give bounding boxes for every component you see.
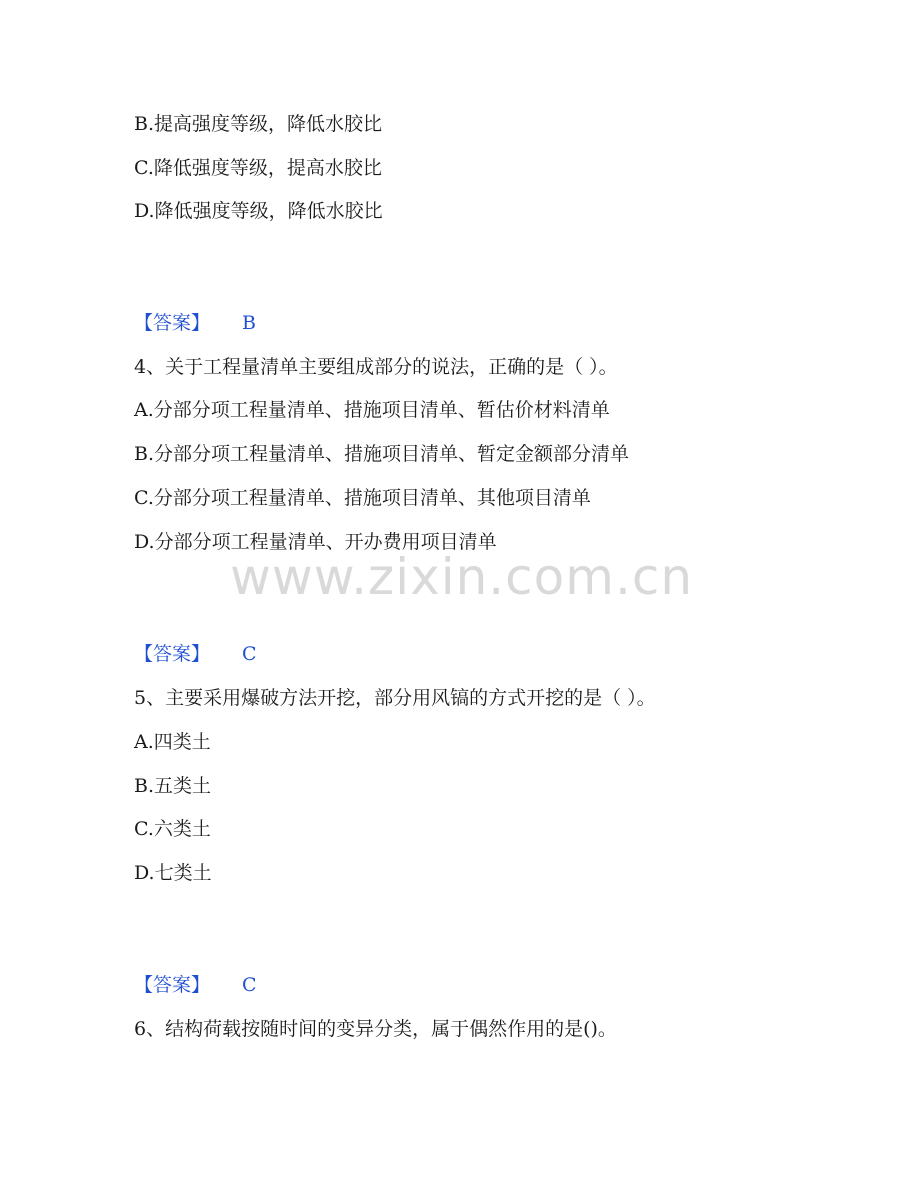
q4-question: 4、关于工程量清单主要组成部分的说法，正确的是（ ）。 xyxy=(134,356,618,378)
q3-answer xyxy=(134,310,256,336)
answer-label: 【答案】 xyxy=(134,643,211,665)
answer-value: C xyxy=(242,643,257,665)
q5-option-b: B.五类土 xyxy=(134,775,212,797)
q3-option-b: B.提高强度等级，降低水胶比 xyxy=(134,113,383,135)
q5-question: 5、主要采用爆破方法开挖，部分用风镐的方式开挖的是（ ）。 xyxy=(134,687,656,709)
answer-label: 【答案】 xyxy=(134,312,211,334)
q4-answer xyxy=(134,641,257,667)
q4-option-a: A.分部分项工程量清单、措施项目清单、暂估价材料清单 xyxy=(134,399,610,421)
q3-option-d: D.降低强度等级，降低水胶比 xyxy=(134,200,383,222)
q5-option-d: D.七类土 xyxy=(134,862,212,884)
q5-option-a: A.四类土 xyxy=(134,731,211,753)
q3-option-c: C.降低强度等级，提高水胶比 xyxy=(134,157,382,179)
q4-option-b: B.分部分项工程量清单、措施项目清单、暂定金额部分清单 xyxy=(134,443,630,465)
q5-answer xyxy=(134,972,257,998)
watermark: www.zixin.com.cn xyxy=(230,548,694,606)
answer-value: B xyxy=(242,312,256,334)
answer-value: C xyxy=(242,974,257,996)
answer-label: 【答案】 xyxy=(134,974,211,996)
q6-question: 6、结构荷载按随时间的变异分类，属于偶然作用的是()。 xyxy=(134,1018,617,1040)
q4-option-c: C.分部分项工程量清单、措施项目清单、其他项目清单 xyxy=(134,487,591,509)
q4-option-d: D.分部分项工程量清单、开办费用项目清单 xyxy=(134,531,497,553)
q5-option-c: C.六类土 xyxy=(134,818,211,840)
